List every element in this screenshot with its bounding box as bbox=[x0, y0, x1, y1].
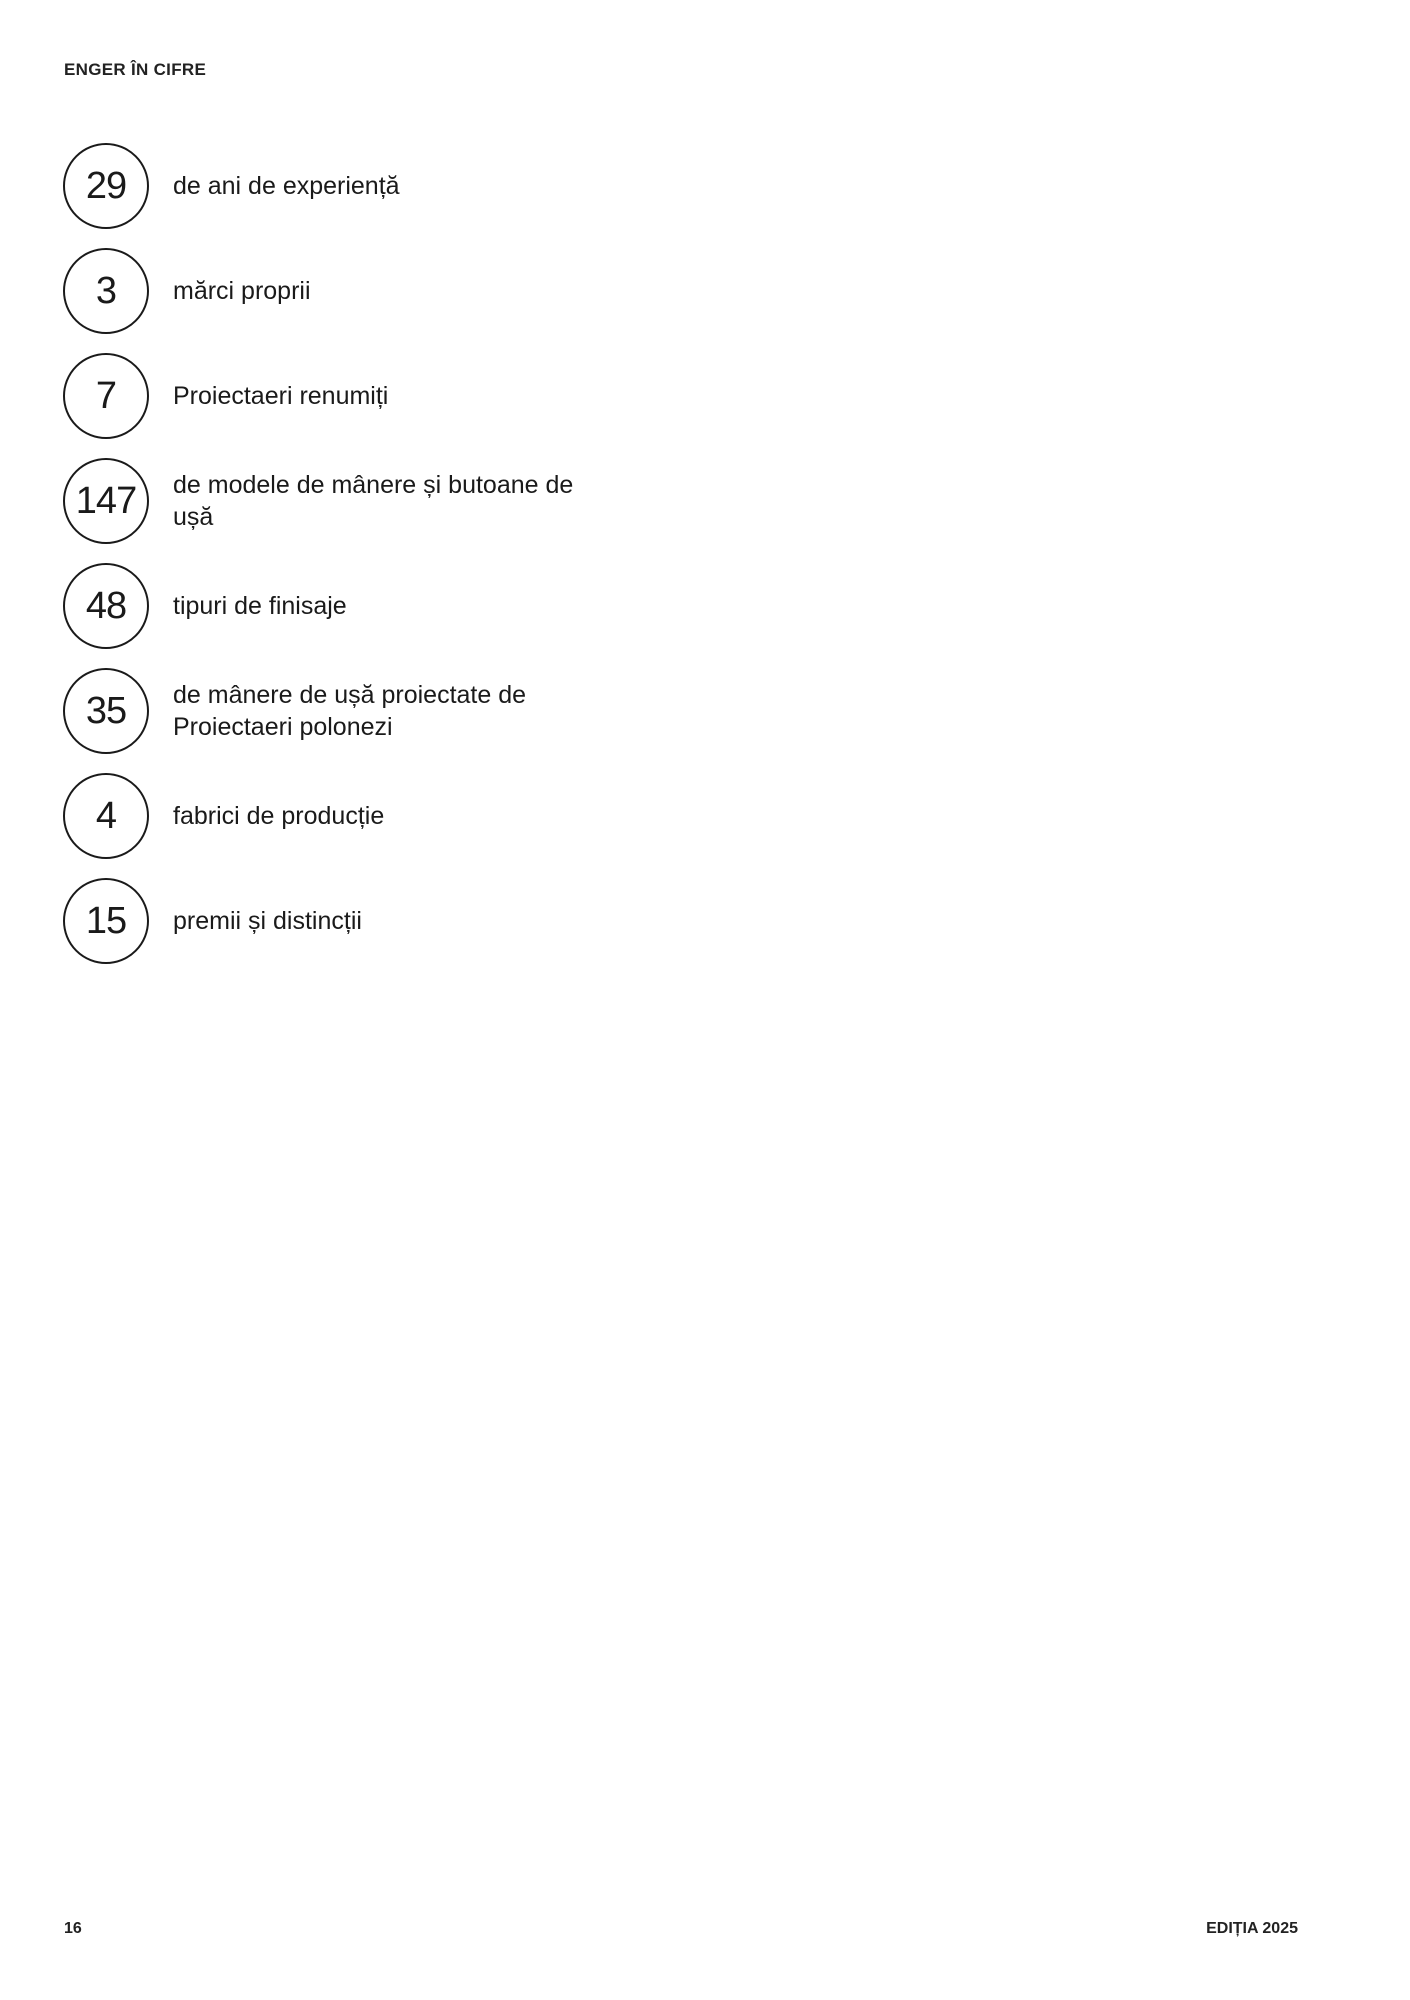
stat-label: mărci proprii bbox=[173, 277, 311, 305]
stat-circle bbox=[63, 668, 149, 754]
stat-item-awards bbox=[63, 877, 763, 965]
stat-item-finishes bbox=[63, 562, 763, 650]
stat-label: Proiectaeri renumiți bbox=[173, 382, 389, 410]
stat-number: 29 bbox=[85, 164, 127, 207]
page-number: 16 bbox=[64, 1920, 82, 1937]
stat-item-designers bbox=[63, 352, 763, 440]
stat-number: 7 bbox=[95, 374, 117, 417]
stat-number: 15 bbox=[85, 899, 127, 942]
stat-item-factories bbox=[63, 772, 763, 860]
stat-circle bbox=[63, 353, 149, 439]
section-title: ENGER ÎN CIFRE bbox=[64, 60, 207, 79]
stat-number: 48 bbox=[85, 584, 127, 627]
stat-circle bbox=[63, 563, 149, 649]
stat-item-years bbox=[63, 142, 763, 230]
stat-label: fabrici de producție bbox=[173, 802, 385, 830]
stat-label: tipuri de finisaje bbox=[173, 592, 347, 620]
stat-label: de ani de experiență bbox=[173, 172, 400, 200]
stat-circle bbox=[63, 143, 149, 229]
stat-circle bbox=[63, 248, 149, 334]
stat-label: de mânere de ușă proiectate de Proiectaeri polonezi bbox=[173, 681, 527, 741]
stats-list bbox=[63, 142, 763, 982]
stat-item-polish-designs bbox=[63, 667, 763, 755]
stat-number: 147 bbox=[75, 479, 137, 522]
stat-number: 3 bbox=[95, 269, 117, 312]
stat-circle bbox=[63, 458, 149, 544]
stat-label: de modele de mânere și butoane de ușă bbox=[173, 471, 574, 531]
stat-circle bbox=[63, 773, 149, 859]
stat-label: premii și distincții bbox=[173, 907, 362, 935]
stat-circle bbox=[63, 878, 149, 964]
stat-number: 35 bbox=[85, 689, 127, 732]
stat-item-models bbox=[63, 457, 763, 545]
edition-label: EDIȚIA 2025 bbox=[1206, 1920, 1298, 1937]
stat-number: 4 bbox=[95, 794, 117, 837]
stat-item-brands bbox=[63, 247, 763, 335]
